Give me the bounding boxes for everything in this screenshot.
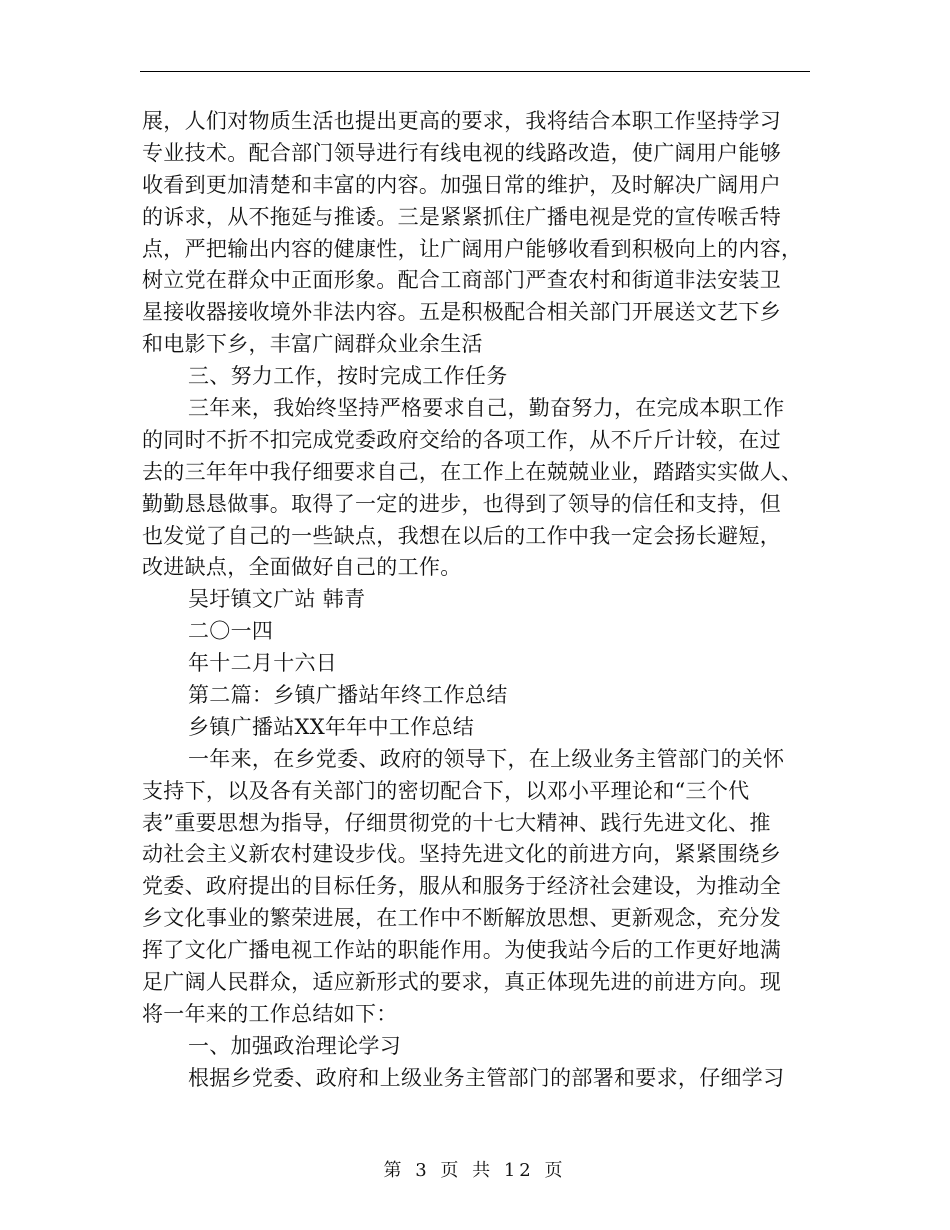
text-line: 动社会主义新农村建设步伐。坚持先进文化的前进方向，紧紧围绕乡	[142, 842, 781, 867]
text-line: 第二篇：乡镇广播站年终工作总结	[188, 683, 508, 708]
text-line: 年十二月十六日	[188, 651, 338, 676]
text-line: 勤勤恳恳做事。取得了一定的进步，也得到了领导的信任和支持，但	[142, 491, 781, 516]
text-line: 挥了文化广播电视工作站的职能作用。为使我站今后的工作更好地满	[142, 938, 781, 963]
text-line: 点，严把输出内容的健康性，让广阔用户能够收看到积极向上的内容，	[142, 236, 803, 261]
text-line: 足广阔人民群众，适应新形式的要求，真正体现先进的前进方向。现	[142, 970, 781, 995]
text-line: 的同时不折不扣完成党委政府交给的各项工作，从不斤斤计较，在过	[142, 427, 781, 452]
text-line: 二〇一四	[188, 619, 274, 644]
text-line: 支持下，以及各有关部门的密切配合下，以邓小平理论和“三个代	[142, 778, 750, 803]
text-line: 一年来，在乡党委、政府的领导下，在上级业务主管部门的关怀	[188, 746, 785, 771]
text-line: 表”重要思想为指导，仔细贯彻党的十七大精神、践行先进文化、推	[142, 810, 771, 835]
text-line: 三、努力工作，按时完成工作任务	[188, 364, 508, 389]
text-line: 的诉求，从不拖延与推诿。三是紧紧抓住广播电视是党的宣传喉舌特	[142, 204, 781, 229]
document-body	[142, 106, 802, 1095]
text-line: 收看到更加清楚和丰富的内容。加强日常的维护，及时解决广阔用户	[142, 172, 781, 197]
text-line: 展，人们对物质生活也提出更高的要求，我将结合本职工作坚持学习	[142, 109, 781, 133]
text-line: 去的三年年中我仔细要求自己，在工作上在兢兢业业，踏踏实实做人、	[142, 459, 803, 484]
text-line: 和电影下乡，丰富广阔群众业余生活	[142, 332, 483, 357]
header-rule	[140, 71, 810, 72]
text-line: 一、加强政治理论学习	[188, 1033, 401, 1058]
text-line: 改进缺点，全面做好自己的工作。	[142, 555, 462, 580]
text-line: 党委、政府提出的目标任务，服从和服务于经济社会建设，为推动全	[142, 874, 781, 899]
text-line: 乡文化事业的繁荣进展，在工作中不断解放思想、更新观念，充分发	[142, 906, 781, 931]
text-line: 吴圩镇文广站 韩青	[188, 587, 366, 612]
text-line: 星接收器接收境外非法内容。五是积极配合相关部门开展送文艺下乡	[142, 300, 781, 325]
text-line: 根据乡党委、政府和上级业务主管部门的部署和要求，仔细学习	[188, 1065, 785, 1090]
text-line: 树立党在群众中正面形象。配合工商部门严查农村和街道非法安装卫	[142, 268, 781, 293]
page-footer: 第 3 页 共 12 页	[383, 1160, 567, 1181]
text-line: 三年来，我始终坚持严格要求自己，勤奋努力，在完成本职工作	[188, 396, 785, 421]
text-line: 也发觉了自己的一些缺点，我想在以后的工作中我一定会扬长避短，	[142, 523, 781, 548]
text-line: 专业技术。配合部门领导进行有线电视的线路改造，使广阔用户能够	[142, 140, 781, 165]
text-line: 将一年来的工作总结如下：	[142, 1001, 398, 1026]
text-line: 乡镇广播站XX年年中工作总结	[188, 714, 475, 739]
